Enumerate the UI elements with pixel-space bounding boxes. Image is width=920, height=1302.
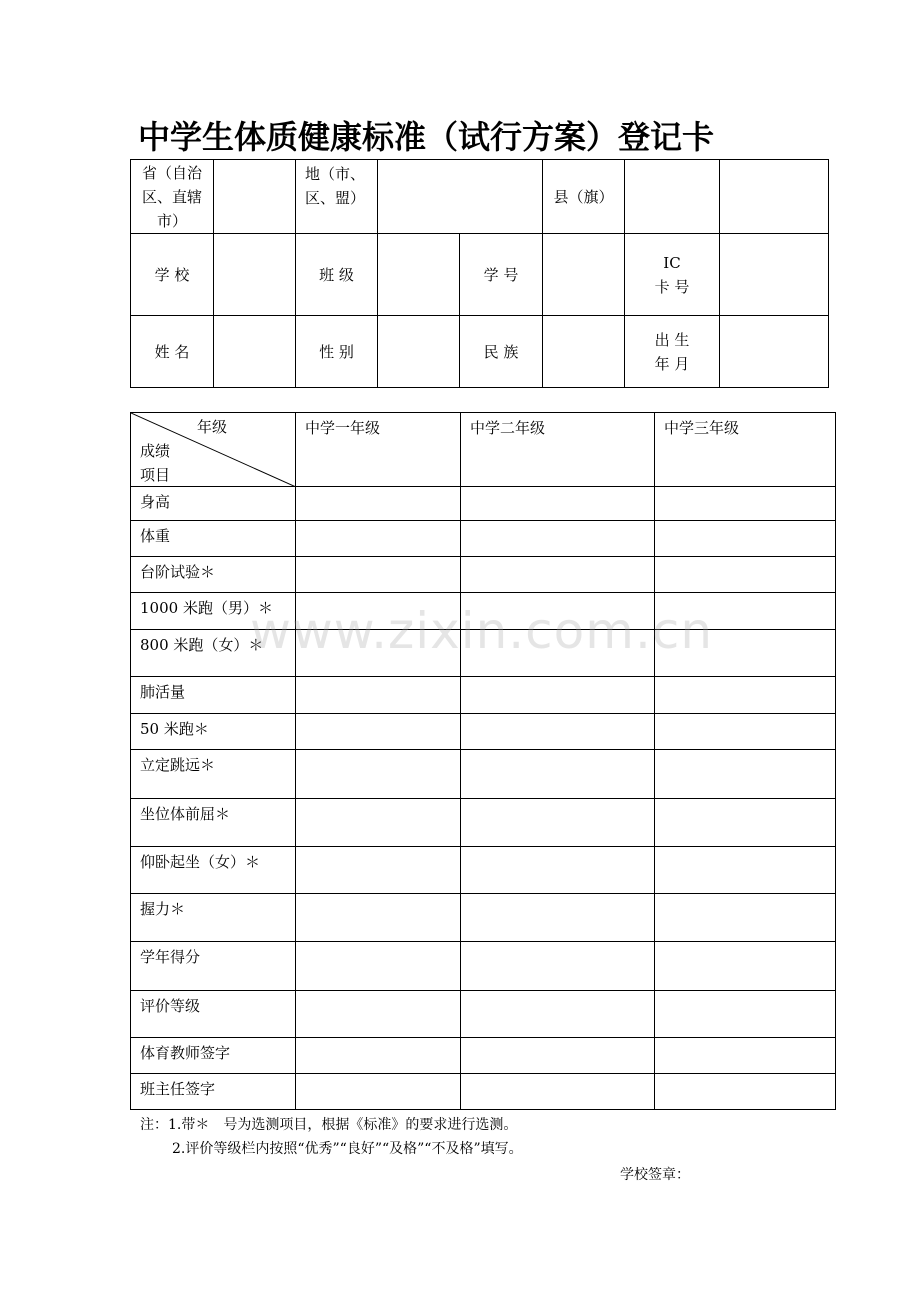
province-label: 省（自治 区、直辖 市） [131,160,214,234]
page-title: 中学生体质健康标准（试行方案）登记卡 [138,118,715,156]
table-row [131,1074,836,1110]
table-row [131,894,836,942]
student-no-label: 学 号 [460,234,543,316]
table-row [131,714,836,750]
score-cell-grade-1[interactable] [296,799,461,847]
score-cell-grade-1[interactable] [296,630,461,677]
student-info-table [130,159,829,388]
score-cell-grade-3[interactable] [655,630,836,677]
row-label: 学年得分 [131,942,296,991]
score-cell-grade-2[interactable] [461,714,655,750]
school-field[interactable] [214,234,296,316]
score-cell-grade-3[interactable] [655,799,836,847]
score-cell-grade-1[interactable] [296,557,461,593]
county-field[interactable] [625,160,720,234]
ethnicity-label: 民 族 [460,316,543,388]
gender-label: 性 别 [296,316,378,388]
score-cell-grade-1[interactable] [296,714,461,750]
score-cell-grade-2[interactable] [461,799,655,847]
score-cell-grade-2[interactable] [461,847,655,894]
table-row [131,991,836,1038]
name-label: 姓 名 [131,316,214,388]
birth-field[interactable] [720,316,829,388]
ic-card-field[interactable] [720,234,829,316]
score-cell-grade-2[interactable] [461,677,655,714]
score-cell-grade-3[interactable] [655,1038,836,1074]
ic-card-label: IC 卡 号 [625,234,720,316]
class-label: 班 级 [296,234,378,316]
student-no-field[interactable] [543,234,625,316]
score-cell-grade-1[interactable] [296,991,461,1038]
score-cell-grade-1[interactable] [296,521,461,557]
row-label: 肺活量 [131,677,296,714]
row-label: 体育教师签字 [131,1038,296,1074]
score-table [130,412,836,1110]
score-cell-grade-2[interactable] [461,557,655,593]
class-field[interactable] [378,234,460,316]
county-label: 县（旗） [543,160,625,234]
score-cell-grade-3[interactable] [655,557,836,593]
school-seal-label: 学校签章： [620,1167,690,1183]
score-cell-grade-1[interactable] [296,750,461,799]
score-cell-grade-3[interactable] [655,677,836,714]
score-cell-grade-2[interactable] [461,487,655,521]
row-label: 握力＊ [131,894,296,942]
item-header-label: 项目 [140,466,171,484]
row-label: 班主任签字 [131,1074,296,1110]
name-field[interactable] [214,316,296,388]
score-cell-grade-2[interactable] [461,991,655,1038]
score-cell-grade-1[interactable] [296,1074,461,1110]
watermark: www.zixin.com.cn [250,602,714,660]
table-row [131,593,836,630]
gender-field[interactable] [378,316,460,388]
score-cell-grade-3[interactable] [655,487,836,521]
region-field[interactable] [378,160,543,234]
row-label: 立定跳远＊ [131,750,296,799]
score-cell-grade-3[interactable] [655,991,836,1038]
score-cell-grade-2[interactable] [461,630,655,677]
score-cell-grade-2[interactable] [461,894,655,942]
score-cell-grade-1[interactable] [296,894,461,942]
score-cell-grade-1[interactable] [296,1038,461,1074]
score-cell-grade-1[interactable] [296,677,461,714]
score-cell-grade-1[interactable] [296,942,461,991]
score-cell-grade-2[interactable] [461,593,655,630]
row-label: 体重 [131,521,296,557]
row-label: 台阶试验＊ [131,557,296,593]
note-line-1: 注：1.带＊ 号为选测项目，根据《标准》的要求进行选测。 [140,1117,518,1133]
table-row [131,487,836,521]
row-label: 评价等级 [131,991,296,1038]
note-line-2: 2.评价等级栏内按照“优秀”“良好”“及格”“不及格”填写。 [172,1141,523,1157]
county-extra-field[interactable] [720,160,829,234]
row-label: 身高 [131,487,296,521]
score-cell-grade-1[interactable] [296,593,461,630]
diagonal-header-cell [131,413,296,487]
row-label: 800 米跑（女）＊ [131,630,296,677]
score-cell-grade-3[interactable] [655,847,836,894]
score-cell-grade-1[interactable] [296,847,461,894]
row-label: 仰卧起坐（女）＊ [131,847,296,894]
row-label: 1000 米跑（男）＊ [131,593,296,630]
table-row [131,799,836,847]
grade-header-label: 年级 [197,418,228,436]
score-cell-grade-3[interactable] [655,714,836,750]
ethnicity-field[interactable] [543,316,625,388]
school-label: 学 校 [131,234,214,316]
score-header-row [131,413,836,487]
score-header-label: 成绩 [140,442,171,460]
table-row [131,942,836,991]
score-cell-grade-2[interactable] [461,942,655,991]
table-row [131,847,836,894]
table-row [131,677,836,714]
score-cell-grade-3[interactable] [655,521,836,557]
table-row [131,750,836,799]
score-cell-grade-3[interactable] [655,942,836,991]
score-cell-grade-3[interactable] [655,894,836,942]
score-cell-grade-3[interactable] [655,593,836,630]
score-cell-grade-2[interactable] [461,1038,655,1074]
row-label: 坐位体前屈＊ [131,799,296,847]
score-cell-grade-1[interactable] [296,487,461,521]
score-cell-grade-2[interactable] [461,750,655,799]
province-field[interactable] [214,160,296,234]
table-row [131,630,836,677]
table-row [131,521,836,557]
column-header-grade-1: 中学一年级 [296,413,461,487]
score-cell-grade-2[interactable] [461,521,655,557]
score-cell-grade-3[interactable] [655,750,836,799]
region-label: 地（市、 区、盟） [296,160,378,234]
column-header-grade-2: 中学二年级 [461,413,655,487]
score-cell-grade-2[interactable] [461,1074,655,1110]
score-cell-grade-3[interactable] [655,1074,836,1110]
column-header-grade-3: 中学三年级 [655,413,836,487]
birth-label: 出 生 年 月 [625,316,720,388]
table-row [131,557,836,593]
row-label: 50 米跑＊ [131,714,296,750]
table-row [131,1038,836,1074]
